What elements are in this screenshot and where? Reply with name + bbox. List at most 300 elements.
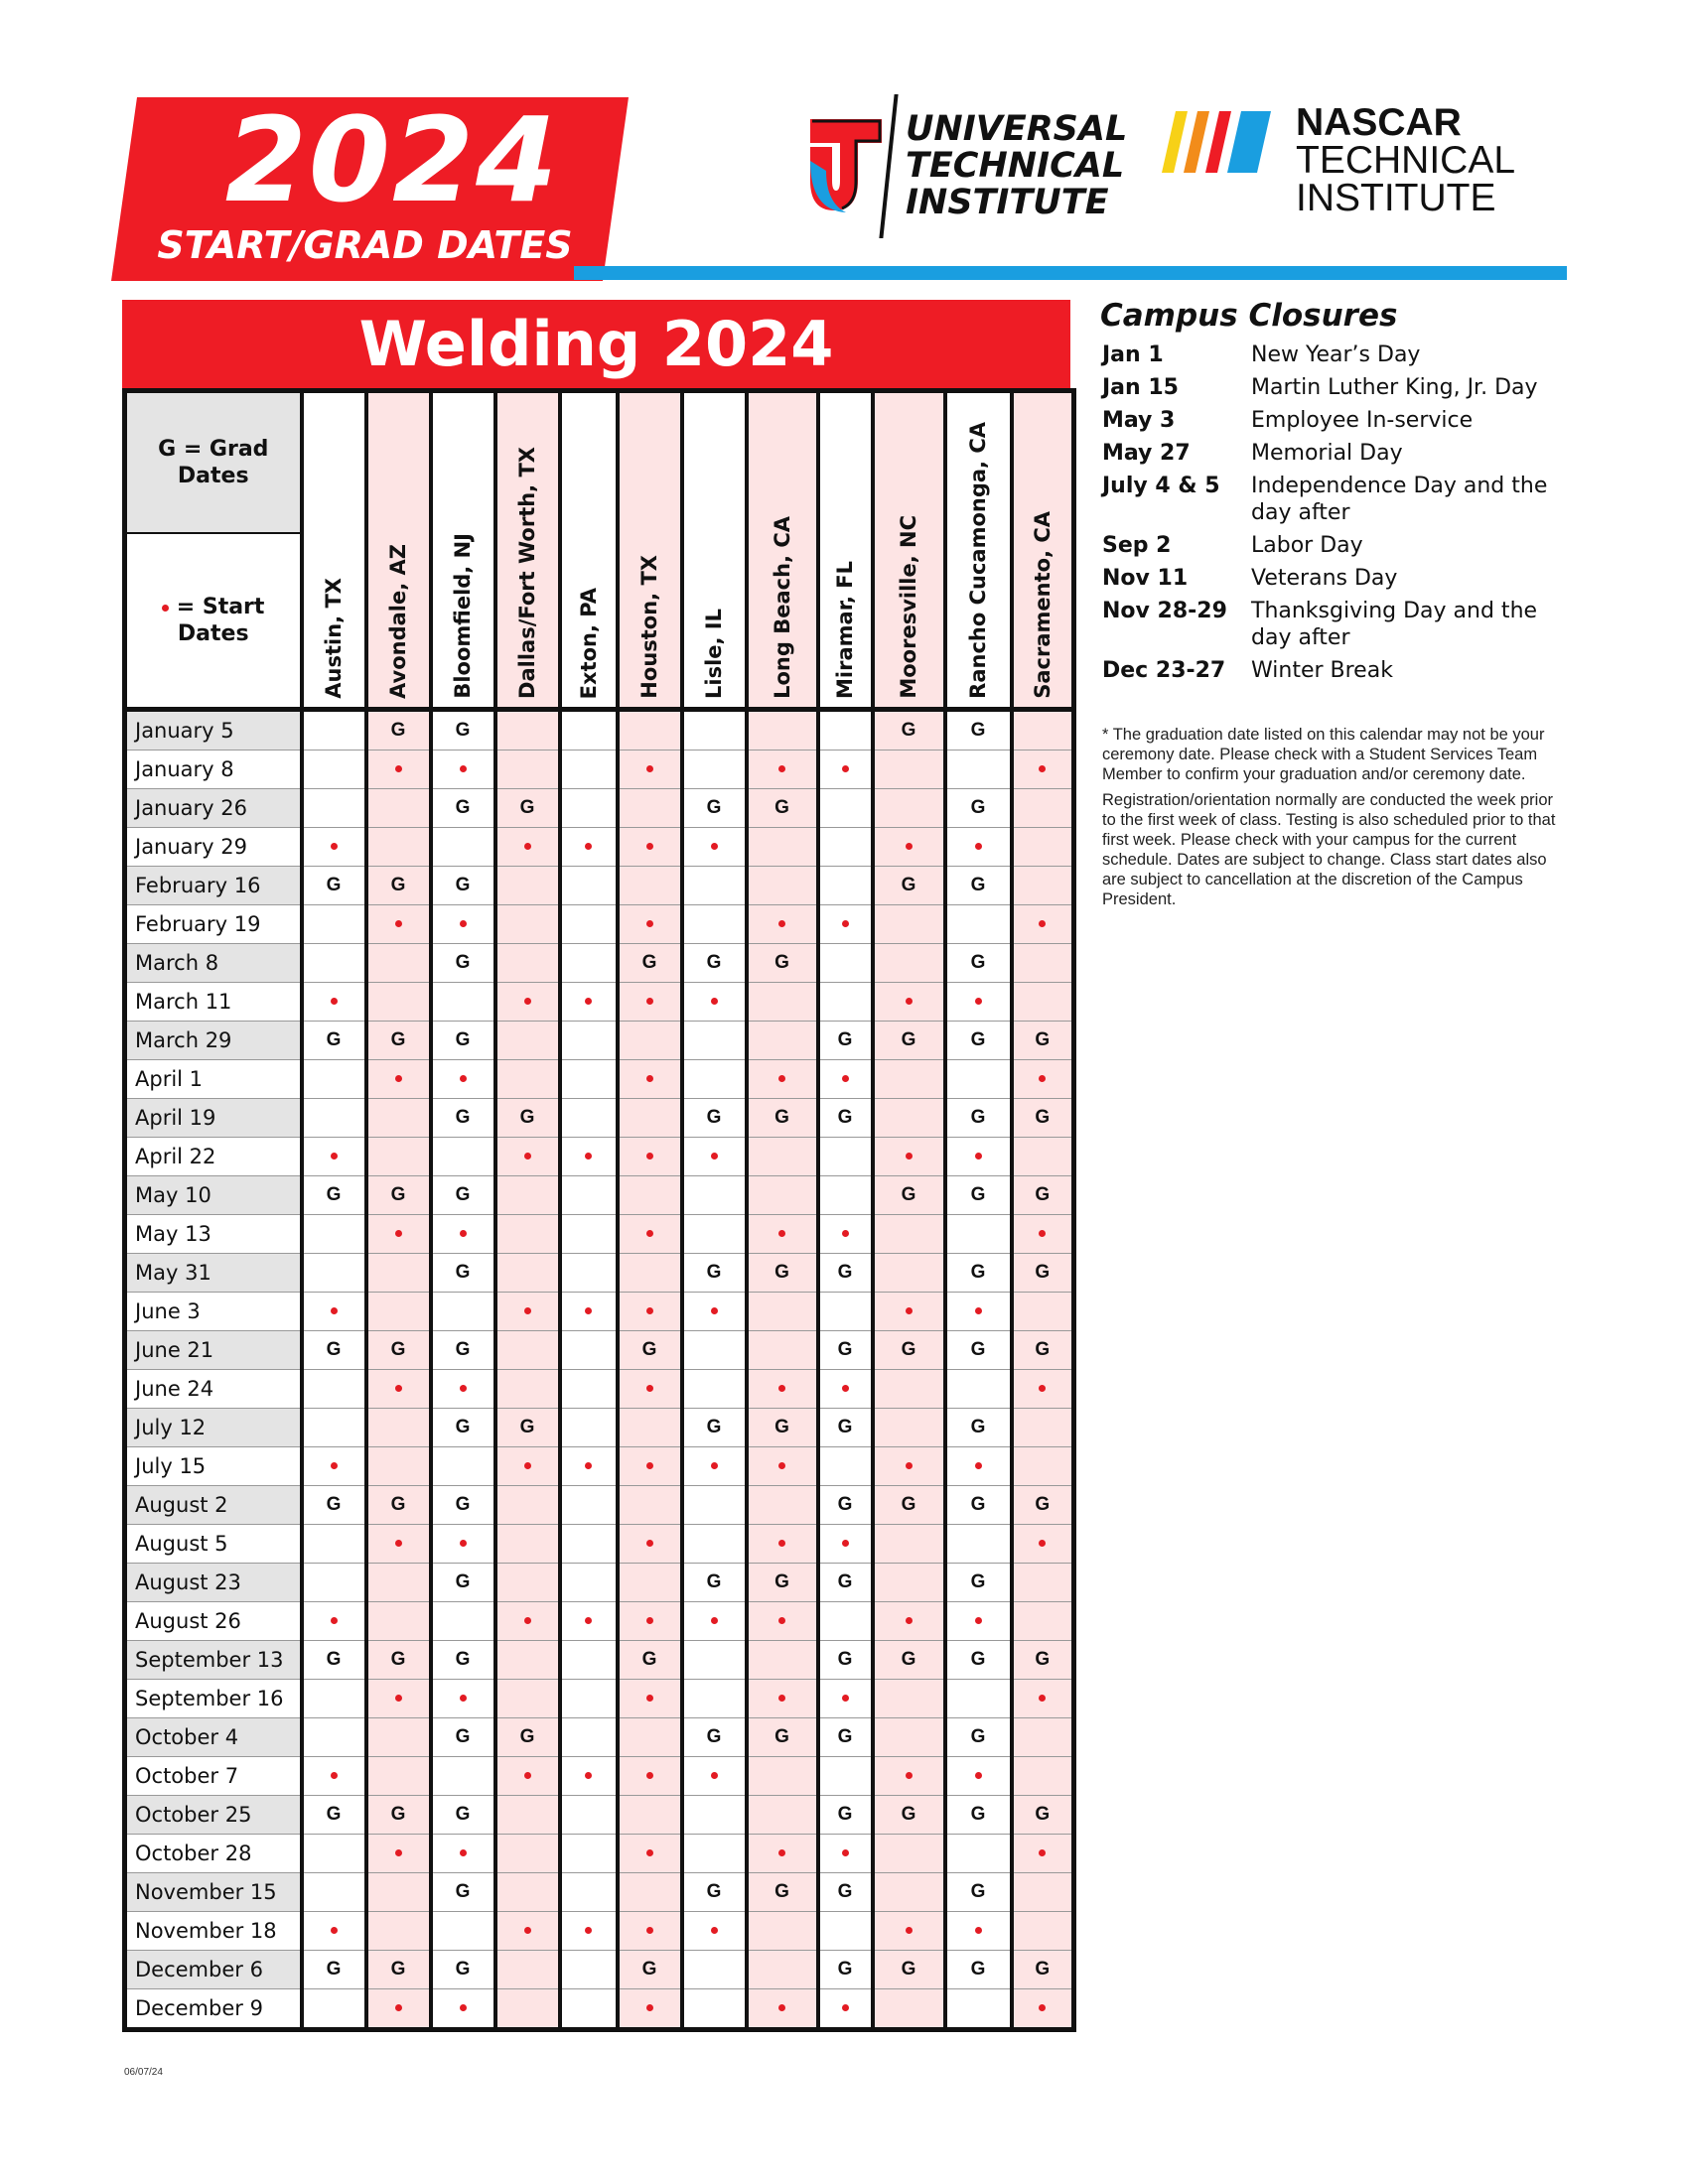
start-cell [366, 1215, 431, 1254]
start-cell [618, 1989, 682, 2030]
start-dot-icon [711, 1772, 718, 1779]
start-cell [431, 751, 495, 789]
row-date: October 4 [125, 1718, 302, 1757]
empty-cell [560, 1060, 618, 1099]
grad-mark: G [901, 1649, 916, 1670]
grad-mark: G [455, 1107, 471, 1128]
grad-mark: G [774, 1571, 789, 1592]
start-dot-icon [524, 1617, 531, 1624]
empty-cell [560, 867, 618, 905]
closures-title: Campus Closures [1100, 298, 1398, 334]
empty-cell [495, 710, 560, 751]
start-dot-icon [460, 765, 467, 772]
empty-cell [945, 1680, 1012, 1718]
table-row [125, 789, 1074, 828]
grad-cell [945, 867, 1012, 905]
empty-cell [302, 1680, 366, 1718]
start-dot-icon [331, 1153, 338, 1160]
start-dot-icon [331, 1927, 338, 1934]
start-cell [366, 1680, 431, 1718]
start-cell [747, 1989, 818, 2030]
legend [125, 391, 302, 710]
empty-cell [431, 1912, 495, 1951]
grad-cell [431, 1641, 495, 1680]
empty-cell [560, 1641, 618, 1680]
empty-cell [682, 1486, 747, 1525]
row-date: November 15 [125, 1873, 302, 1912]
grad-mark: G [774, 1726, 789, 1747]
row-date: June 24 [125, 1370, 302, 1409]
empty-cell [873, 1215, 945, 1254]
start-cell [302, 1138, 366, 1176]
start-cell [873, 1293, 945, 1331]
table-row [125, 1564, 1074, 1602]
grad-cell [873, 1486, 945, 1525]
grad-cell [366, 1641, 431, 1680]
empty-cell [560, 1409, 618, 1447]
legend-grad [127, 393, 300, 534]
empty-cell [366, 1447, 431, 1486]
start-cell [366, 905, 431, 944]
campus-header [873, 391, 945, 710]
campus-name: Miramar, FL [833, 561, 857, 699]
start-cell [1012, 1835, 1074, 1873]
grad-mark: G [390, 1339, 406, 1360]
empty-cell [873, 1564, 945, 1602]
start-cell [431, 1060, 495, 1099]
row-date: April 1 [125, 1060, 302, 1099]
empty-cell [1012, 1138, 1074, 1176]
campus-header [431, 391, 495, 710]
empty-cell [495, 751, 560, 789]
empty-cell [431, 983, 495, 1022]
empty-cell [1012, 1564, 1074, 1602]
empty-cell [366, 983, 431, 1022]
empty-cell [818, 1602, 873, 1641]
closure-item [1102, 532, 1569, 565]
campus-header [747, 391, 818, 710]
start-dot-icon [646, 998, 653, 1005]
empty-cell [302, 944, 366, 983]
grad-cell [431, 1873, 495, 1912]
empty-cell [682, 1525, 747, 1564]
uti-line1: UNIVERSAL [906, 109, 1128, 149]
grad-cell [302, 1022, 366, 1060]
start-dot-icon [1039, 765, 1046, 772]
empty-cell [747, 1176, 818, 1215]
closure-item [1102, 341, 1569, 374]
start-dot-icon [331, 1307, 338, 1314]
start-dot-icon [524, 1772, 531, 1779]
start-dot-icon [646, 1230, 653, 1237]
grad-mark: G [837, 1726, 853, 1747]
grad-mark: G [970, 1881, 986, 1902]
grad-cell [431, 1796, 495, 1835]
empty-cell [366, 1912, 431, 1951]
start-cell [560, 1602, 618, 1641]
start-dot-icon [395, 2004, 402, 2011]
campus-header [682, 391, 747, 710]
campus-header [945, 391, 1012, 710]
empty-cell [1012, 1912, 1074, 1951]
empty-cell [495, 1835, 560, 1873]
empty-cell [618, 1718, 682, 1757]
start-dot-icon [646, 1153, 653, 1160]
nascar-line1: NASCAR [1296, 101, 1462, 144]
table-row [125, 751, 1074, 789]
footnote-registration: Registration/orientation normally are conducted the week prior to the first week of class. Testing is also scheduled prior to that first week. Please check with your campus for the current schedule. Dates are subject to change. Class start dates also are subject to cancellation at the discretion of the Campus President. [1102, 791, 1556, 908]
table-row [125, 1447, 1074, 1486]
closure-date: Sep 2 [1102, 533, 1172, 558]
empty-cell [495, 1951, 560, 1989]
grad-cell [431, 1486, 495, 1525]
grad-mark: G [837, 1804, 853, 1825]
empty-cell [560, 1176, 618, 1215]
row-date: April 19 [125, 1099, 302, 1138]
table-row [125, 1254, 1074, 1293]
campus-name: Rancho Cucamonga, CA [966, 422, 990, 699]
grad-mark: G [326, 1339, 342, 1360]
start-cell [366, 1525, 431, 1564]
table-row [125, 1486, 1074, 1525]
empty-cell [560, 1718, 618, 1757]
table-row [125, 1989, 1074, 2030]
empty-cell [818, 867, 873, 905]
empty-cell [873, 1835, 945, 1873]
grad-cell [945, 1718, 1012, 1757]
start-cell [302, 1293, 366, 1331]
start-cell [431, 1835, 495, 1873]
empty-cell [618, 1486, 682, 1525]
empty-cell [618, 710, 682, 751]
grad-cell [302, 1331, 366, 1370]
table-row [125, 1680, 1074, 1718]
grad-mark: G [326, 1804, 342, 1825]
empty-cell [747, 983, 818, 1022]
grad-cell [366, 1951, 431, 1989]
closure-date: July 4 & 5 [1102, 474, 1220, 498]
empty-cell [431, 1138, 495, 1176]
grad-cell [302, 867, 366, 905]
start-cell [818, 1215, 873, 1254]
grad-mark: G [970, 1029, 986, 1050]
empty-cell [302, 905, 366, 944]
grad-mark: G [970, 1726, 986, 1747]
nascar-logo-icon [1162, 111, 1271, 173]
grad-cell [945, 1486, 1012, 1525]
start-dot-icon [975, 1307, 982, 1314]
empty-cell [818, 789, 873, 828]
grad-mark: G [970, 1184, 986, 1205]
nascar-line3: INSTITUTE [1296, 177, 1496, 219]
start-cell [431, 1525, 495, 1564]
row-date: September 16 [125, 1680, 302, 1718]
start-dot-icon [778, 1075, 785, 1082]
empty-cell [945, 905, 1012, 944]
row-date: January 8 [125, 751, 302, 789]
start-cell [618, 905, 682, 944]
start-dot-icon [975, 843, 982, 850]
grad-cell [431, 1022, 495, 1060]
empty-cell [560, 751, 618, 789]
empty-cell [495, 867, 560, 905]
start-dot-icon [906, 843, 913, 850]
grad-cell [945, 1564, 1012, 1602]
empty-cell [818, 1138, 873, 1176]
closure-label: Martin Luther King, Jr. Day [1251, 375, 1538, 400]
grad-cell [945, 1641, 1012, 1680]
empty-cell [302, 1718, 366, 1757]
start-dot-icon [646, 1307, 653, 1314]
empty-cell [366, 944, 431, 983]
start-dot-icon [711, 998, 718, 1005]
empty-cell [1012, 789, 1074, 828]
row-date: October 25 [125, 1796, 302, 1835]
empty-cell [682, 1215, 747, 1254]
start-dot-icon [646, 765, 653, 772]
grad-cell [747, 1409, 818, 1447]
empty-cell [618, 1564, 682, 1602]
grad-cell [945, 1022, 1012, 1060]
empty-cell [818, 1447, 873, 1486]
start-cell [560, 1757, 618, 1796]
schedule-body [125, 710, 1074, 2030]
empty-cell [560, 1873, 618, 1912]
grad-mark: G [837, 1339, 853, 1360]
closure-label: Independence Day and the day after [1251, 474, 1548, 525]
grad-mark: G [837, 1494, 853, 1515]
campus-name: Dallas/Fort Worth, TX [515, 447, 539, 699]
empty-cell [560, 905, 618, 944]
grad-mark: G [774, 797, 789, 818]
empty-cell [495, 1525, 560, 1564]
grad-mark: G [901, 1029, 916, 1050]
start-dot-icon [646, 843, 653, 850]
grad-mark: G [641, 952, 657, 973]
start-dot-icon [1039, 1075, 1046, 1082]
empty-cell [873, 1525, 945, 1564]
grad-mark: G [326, 1959, 342, 1979]
start-cell [618, 751, 682, 789]
grad-cell [747, 1254, 818, 1293]
grad-mark: G [970, 1571, 986, 1592]
start-dot-icon [331, 1462, 338, 1469]
empty-cell [302, 1835, 366, 1873]
grad-cell [618, 1641, 682, 1680]
empty-cell [495, 1989, 560, 2030]
empty-cell [560, 1989, 618, 2030]
empty-cell [1012, 944, 1074, 983]
empty-cell [1012, 828, 1074, 867]
empty-cell [302, 1370, 366, 1409]
empty-cell [945, 1525, 1012, 1564]
grad-cell [682, 944, 747, 983]
empty-cell [618, 1099, 682, 1138]
empty-cell [682, 1022, 747, 1060]
start-dot-icon [331, 998, 338, 1005]
grad-mark: G [970, 952, 986, 973]
empty-cell [366, 1293, 431, 1331]
start-cell [747, 1525, 818, 1564]
empty-cell [873, 1099, 945, 1138]
start-cell [302, 1912, 366, 1951]
table-row [125, 1951, 1074, 1989]
start-cell [495, 1447, 560, 1486]
empty-cell [682, 1641, 747, 1680]
campus-header [495, 391, 560, 710]
closure-label: Memorial Day [1251, 441, 1403, 466]
grad-mark: G [837, 1881, 853, 1902]
start-cell [495, 1602, 560, 1641]
start-cell [431, 1215, 495, 1254]
grad-cell [747, 1099, 818, 1138]
empty-cell [302, 789, 366, 828]
start-cell [682, 1757, 747, 1796]
closure-item [1102, 473, 1569, 532]
empty-cell [747, 828, 818, 867]
start-cell [682, 1447, 747, 1486]
empty-cell [682, 751, 747, 789]
start-dot-icon [975, 1462, 982, 1469]
grad-mark: G [390, 1184, 406, 1205]
empty-cell [1012, 867, 1074, 905]
grad-mark: G [455, 720, 471, 741]
table-row [125, 1796, 1074, 1835]
row-date: February 19 [125, 905, 302, 944]
start-dot-icon [460, 1075, 467, 1082]
start-dot-icon [646, 1927, 653, 1934]
start-cell [945, 1912, 1012, 1951]
grad-mark: G [706, 1571, 722, 1592]
table-row [125, 1835, 1074, 1873]
empty-cell [495, 1370, 560, 1409]
table-row [125, 867, 1074, 905]
start-cell [747, 1680, 818, 1718]
start-cell [945, 1602, 1012, 1641]
start-cell [366, 1989, 431, 2030]
empty-cell [747, 1757, 818, 1796]
grad-cell [945, 1176, 1012, 1215]
start-dot-icon [646, 1695, 653, 1702]
empty-cell [747, 1951, 818, 1989]
table-row [125, 710, 1074, 751]
grad-cell [431, 1718, 495, 1757]
empty-cell [618, 789, 682, 828]
empty-cell [431, 1757, 495, 1796]
grad-mark: G [706, 1726, 722, 1747]
empty-cell [682, 1835, 747, 1873]
uti-line2: TECHNICAL [906, 146, 1125, 186]
start-cell [560, 828, 618, 867]
row-date: September 13 [125, 1641, 302, 1680]
start-cell [1012, 751, 1074, 789]
start-dot-icon [842, 1849, 849, 1856]
start-dot-icon [646, 1540, 653, 1547]
empty-cell [560, 1022, 618, 1060]
closure-label: Employee In-service [1251, 408, 1474, 433]
start-cell [366, 1370, 431, 1409]
start-dot-icon [646, 1849, 653, 1856]
empty-cell [747, 1022, 818, 1060]
empty-cell [302, 710, 366, 751]
grad-mark: G [837, 1107, 853, 1128]
row-date: August 5 [125, 1525, 302, 1564]
empty-cell [302, 1564, 366, 1602]
empty-cell [366, 1254, 431, 1293]
grad-mark: G [326, 875, 342, 895]
start-cell [1012, 1989, 1074, 2030]
grad-mark: G [1035, 1649, 1051, 1670]
table-row [125, 983, 1074, 1022]
start-cell [818, 751, 873, 789]
grad-cell [747, 944, 818, 983]
start-cell [1012, 905, 1074, 944]
empty-cell [495, 1796, 560, 1835]
grad-mark: G [641, 1649, 657, 1670]
closure-item [1102, 374, 1569, 407]
start-dot-icon [1039, 1230, 1046, 1237]
start-dot-icon [646, 1385, 653, 1392]
empty-cell [495, 1486, 560, 1525]
grad-cell [818, 1099, 873, 1138]
start-cell [618, 1215, 682, 1254]
empty-cell [431, 828, 495, 867]
start-cell [945, 828, 1012, 867]
grad-mark: G [901, 1184, 916, 1205]
start-dot-icon [778, 1540, 785, 1547]
footnote-graduation: * The graduation date listed on this calendar may not be your ceremony date. Please check with a Student Services Team Member to confirm your graduation and/or ceremony date. [1102, 726, 1545, 783]
start-dot-icon [711, 1617, 718, 1624]
empty-cell [366, 828, 431, 867]
start-dot-icon [842, 2004, 849, 2011]
grad-cell [945, 1796, 1012, 1835]
empty-cell [1012, 1602, 1074, 1641]
start-dot-icon [585, 998, 592, 1005]
grad-mark: G [774, 1417, 789, 1437]
start-dot-icon [906, 1772, 913, 1779]
empty-cell [618, 1022, 682, 1060]
start-dot-icon [1039, 2004, 1046, 2011]
row-date: April 22 [125, 1138, 302, 1176]
grad-cell [818, 1641, 873, 1680]
empty-cell [682, 710, 747, 751]
uti-logo-icon [806, 111, 886, 220]
empty-cell [366, 1099, 431, 1138]
grad-mark: G [1035, 1339, 1051, 1360]
campus-header-row [125, 391, 1074, 710]
row-date: May 13 [125, 1215, 302, 1254]
empty-cell [873, 905, 945, 944]
grad-mark: G [837, 1417, 853, 1437]
grad-mark: G [970, 797, 986, 818]
nascar-line2: TECHNICAL [1296, 139, 1516, 182]
start-cell [747, 1835, 818, 1873]
empty-cell [747, 1293, 818, 1331]
grad-cell [873, 1176, 945, 1215]
empty-cell [618, 1176, 682, 1215]
row-date: January 29 [125, 828, 302, 867]
grad-mark: G [970, 1107, 986, 1128]
grad-cell [945, 1331, 1012, 1370]
grad-mark: G [970, 1649, 986, 1670]
start-dot-icon [585, 1307, 592, 1314]
table-row [125, 1525, 1074, 1564]
start-cell [618, 1835, 682, 1873]
start-dot-icon [646, 1075, 653, 1082]
empty-cell [945, 1060, 1012, 1099]
row-date: February 16 [125, 867, 302, 905]
campus-name: Houston, TX [637, 555, 661, 699]
